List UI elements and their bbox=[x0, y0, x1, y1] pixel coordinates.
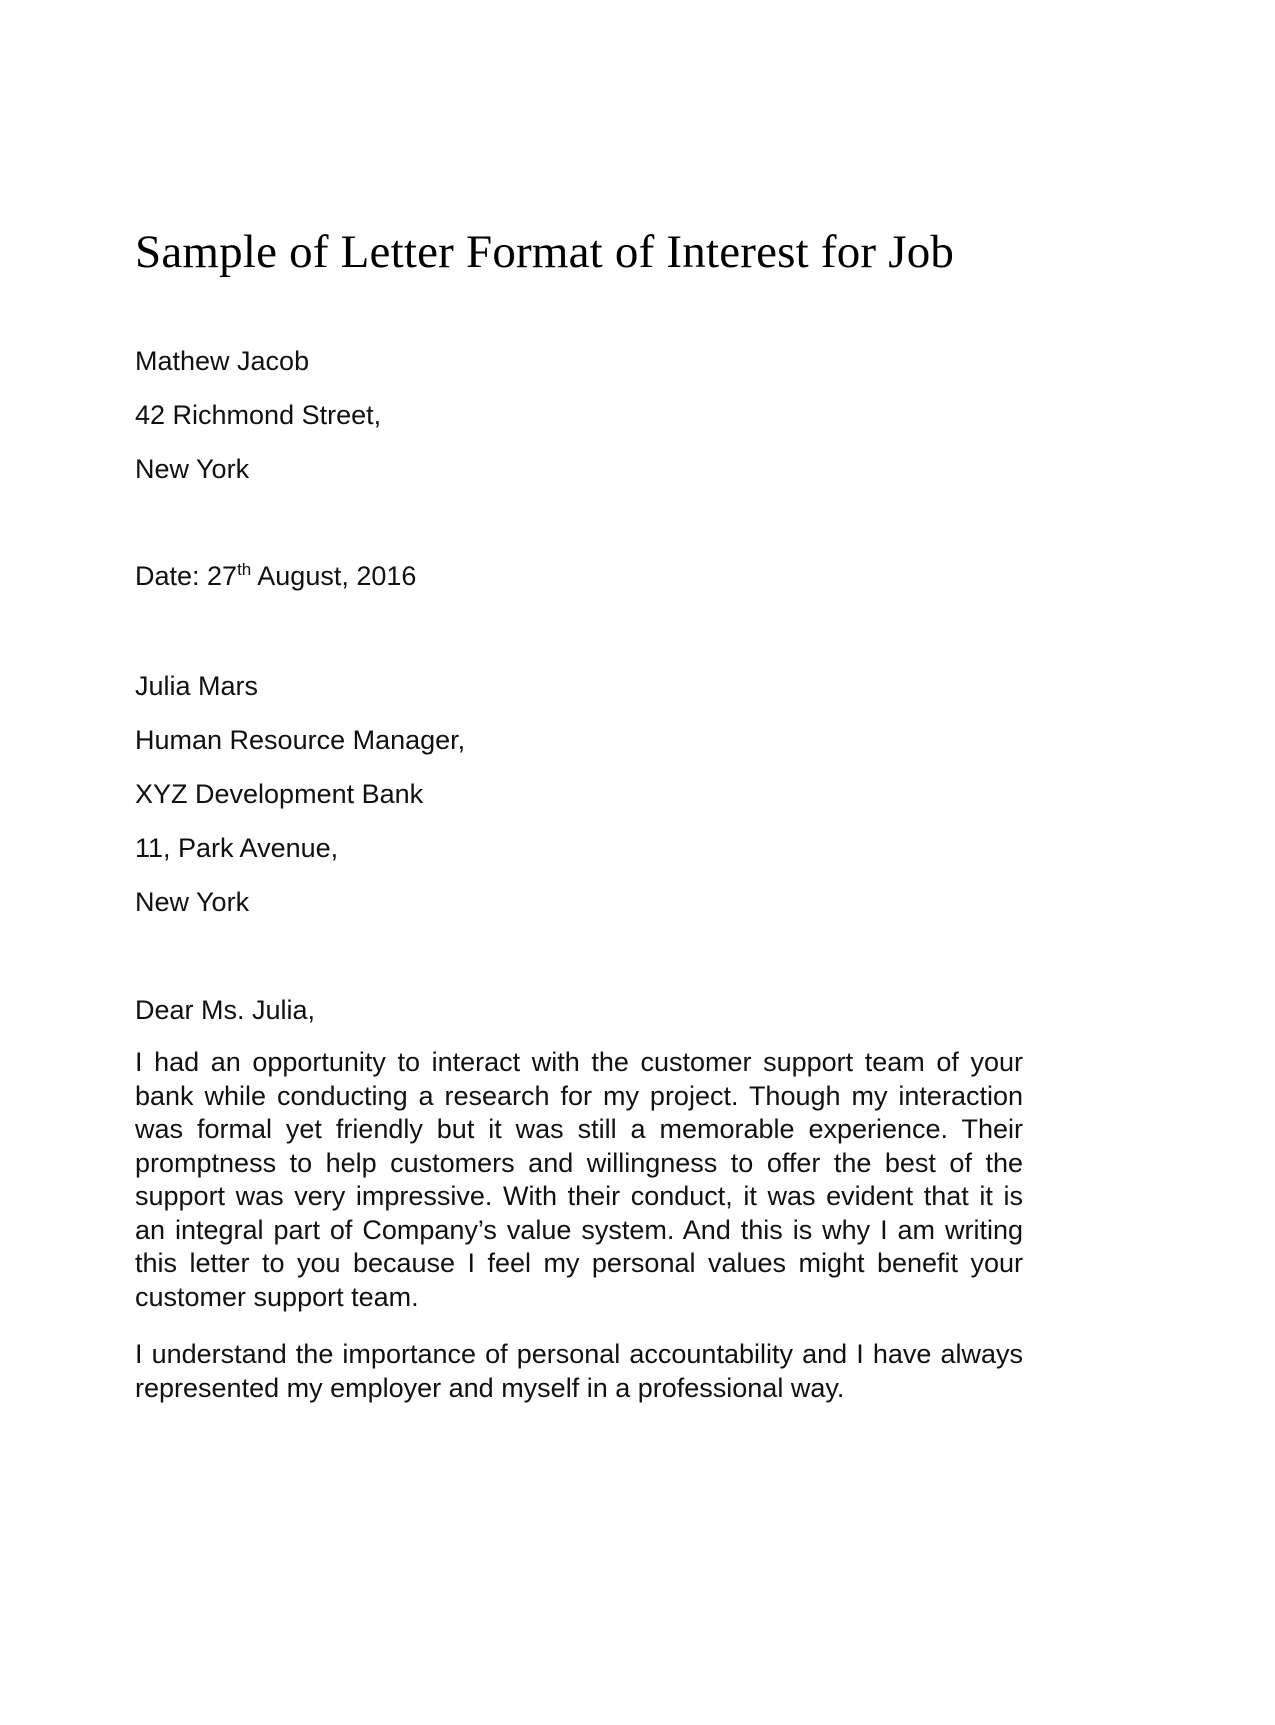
page-title: Sample of Letter Format of Interest for Job bbox=[135, 226, 955, 278]
letter-date bbox=[135, 560, 416, 593]
date-ordinal-suffix: th bbox=[237, 560, 252, 579]
recipient-organization: XYZ Development Bank bbox=[135, 779, 424, 809]
recipient-designation: Human Resource Manager, bbox=[135, 725, 466, 755]
sender-street: 42 Richmond Street, bbox=[135, 400, 382, 430]
body-paragraph-1: I had an opportunity to interact with the customer support team of your bank while conducting a research for my project. Though my interaction was formal yet friendly but it was still a memorable experience. Their promptness to help customers and willingness to offer the best of the support was very impressive. With their conduct, it was evident that it is an integral part of Company’s value system. And this is why I am writing this letter to you because I feel my personal values might benefit your customer support team. bbox=[135, 1047, 1023, 1312]
recipient-city: New York bbox=[135, 887, 250, 917]
recipient-name: Julia Mars bbox=[135, 671, 259, 701]
sender-city: New York bbox=[135, 454, 250, 484]
recipient-street: 11, Park Avenue, bbox=[135, 833, 339, 863]
sender-name: Mathew Jacob bbox=[135, 346, 310, 376]
date-prefix: Date: 27 bbox=[135, 561, 238, 591]
date-rest: August, 2016 bbox=[251, 561, 417, 591]
body-paragraph-2: I understand the importance of personal accountability and I have always represented my employer and myself in a professional way. bbox=[135, 1339, 1023, 1403]
salutation: Dear Ms. Julia, bbox=[135, 995, 316, 1025]
